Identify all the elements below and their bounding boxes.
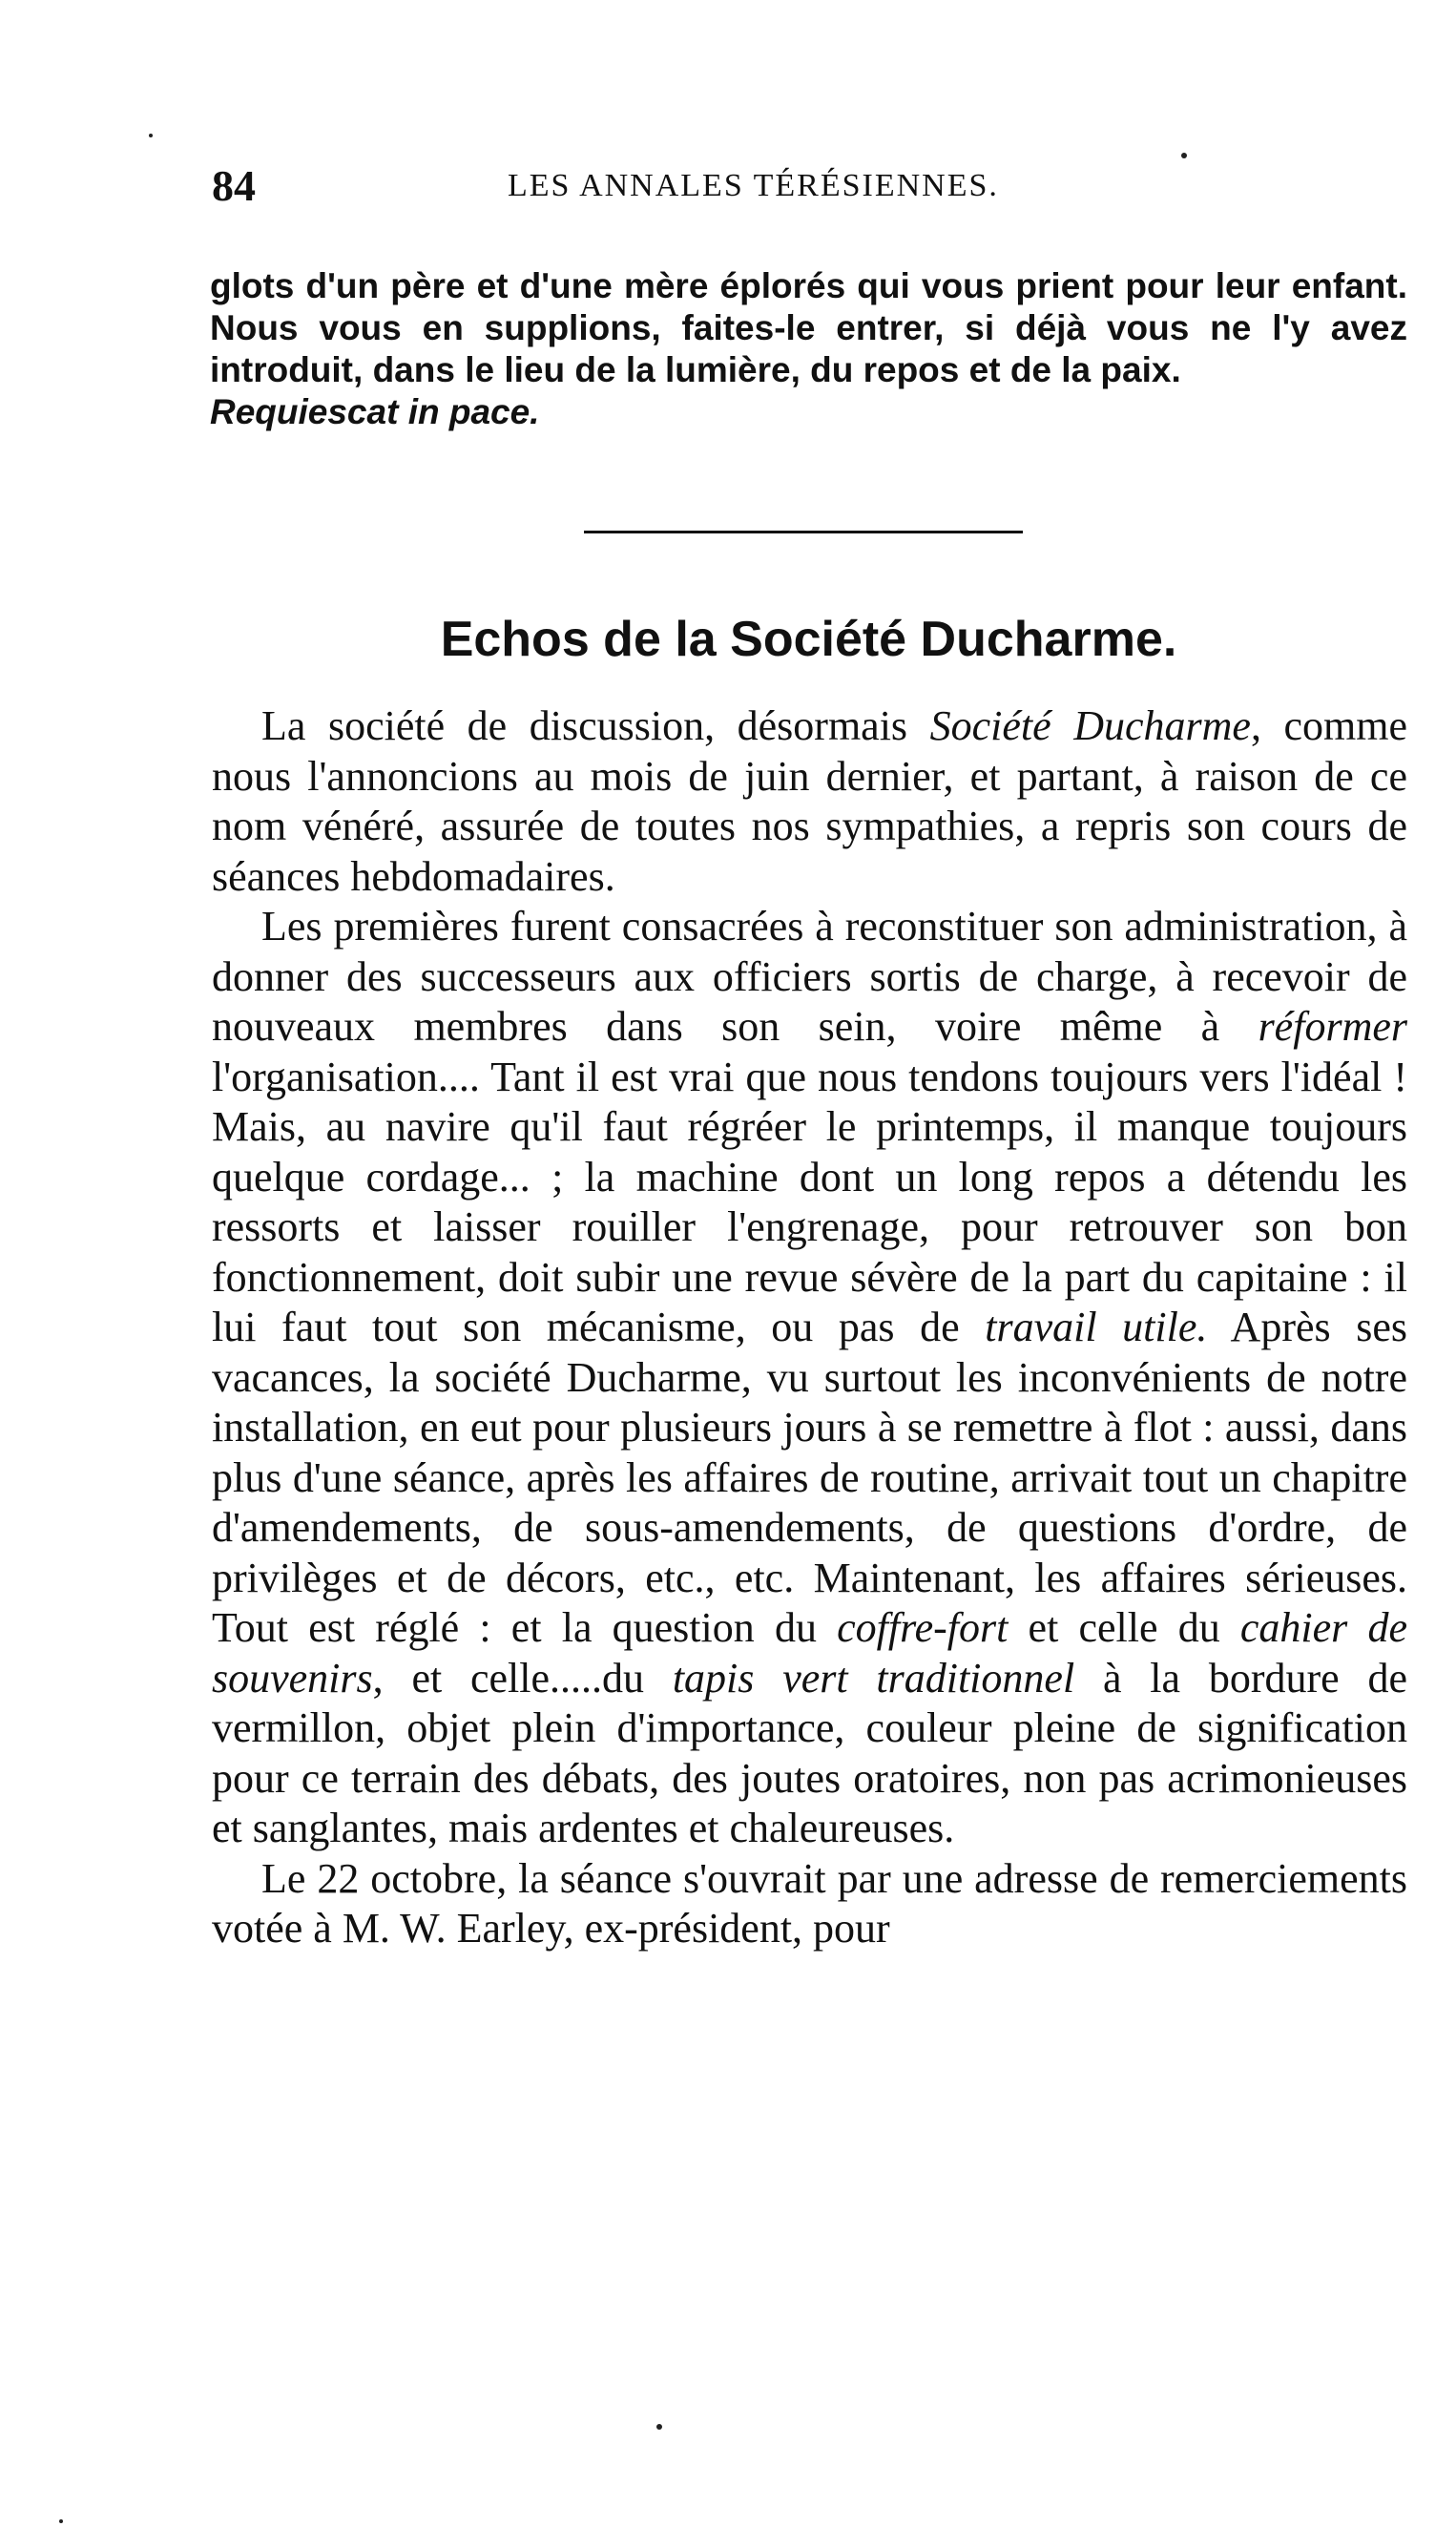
section-title: Echos de la Société Ducharme. (440, 612, 1177, 667)
latin-closing: Requiescat in pace. (210, 392, 540, 431)
paragraph: La société de discussion, désormais Société Ducharme, comme nous l'annoncions au mois de juin dernier, et partant, à raison de ce nom vénéré, assurée de toutes nos sympathies, a repris son cours de séances hebdomadaires. (212, 702, 1407, 900)
article-body (212, 701, 1407, 1954)
previous-text-line: glots d'un père et d'une mère éplorés qui vous prient pour leur (210, 266, 1280, 305)
print-speck (59, 2519, 63, 2523)
page-header (212, 160, 1424, 227)
section-divider (584, 531, 1023, 533)
paragraph: Le 22 octobre, la séance s'ouvrait par une adresse de remerciements votée à M. W. Earley, ex-président, pour (212, 1854, 1407, 1952)
paragraph: Les premières furent consacrées à reconstituer son administration, à donner des successeurs aux officiers sortis de charge, à recevoir de nouveaux membres dans son sein, voire même à réformer l'organisation.... Tant il est vrai que nous tendons toujours vers l'idéal ! Mais, au navire qu'il faut régréer le printemps, il manque toujours quelque cordage... ; la machine dont un long repos a détendu les ressorts et laisser rouiller l'engrenage, pour retrouver son bon fonctionnement, doit subir une revue sévère de la part du capitaine : il lui faut tout son mécanisme, ou pas de travail utile. Après ses vacances, la société Ducharme, vu surtout les inconvénients de notre installation, en eut pour plusieurs jours à se remettre à flot : aussi, dans plus d'une séance, après les affaires de routine, arrivait tout un chapitre d'amendements, de sous-amendements, de questions d'ordre, de privilèges et de décors, etc., etc. Maintenant, les affaires sérieuses. Tout est réglé : et la question du coffre-fort et celle du cahier de souvenirs, et celle.....du tapis vert traditionnel à la bordure de vermillon, objet plein d'importance, couleur pleine de signification pour ce terrain des débats, des joutes oratoires, non pas acrimonieuses et sanglantes, mais ardentes et chaleureuses. (212, 903, 1408, 1851)
previous-text-line: avez introduit, dans le lieu de la lumière, du repos et de la paix. (210, 308, 1408, 389)
print-speck (1181, 153, 1187, 158)
page-number: 84 (212, 161, 256, 210)
previous-text-line: enfant. Nous vous en supplions, faites-le entrer, si déjà vous ne l'y (210, 266, 1408, 347)
running-title: LES ANNALES TÉRÉSIENNES. (508, 168, 999, 203)
previous-article-ending (210, 265, 1407, 433)
print-speck (656, 2424, 662, 2430)
print-speck (149, 134, 153, 137)
